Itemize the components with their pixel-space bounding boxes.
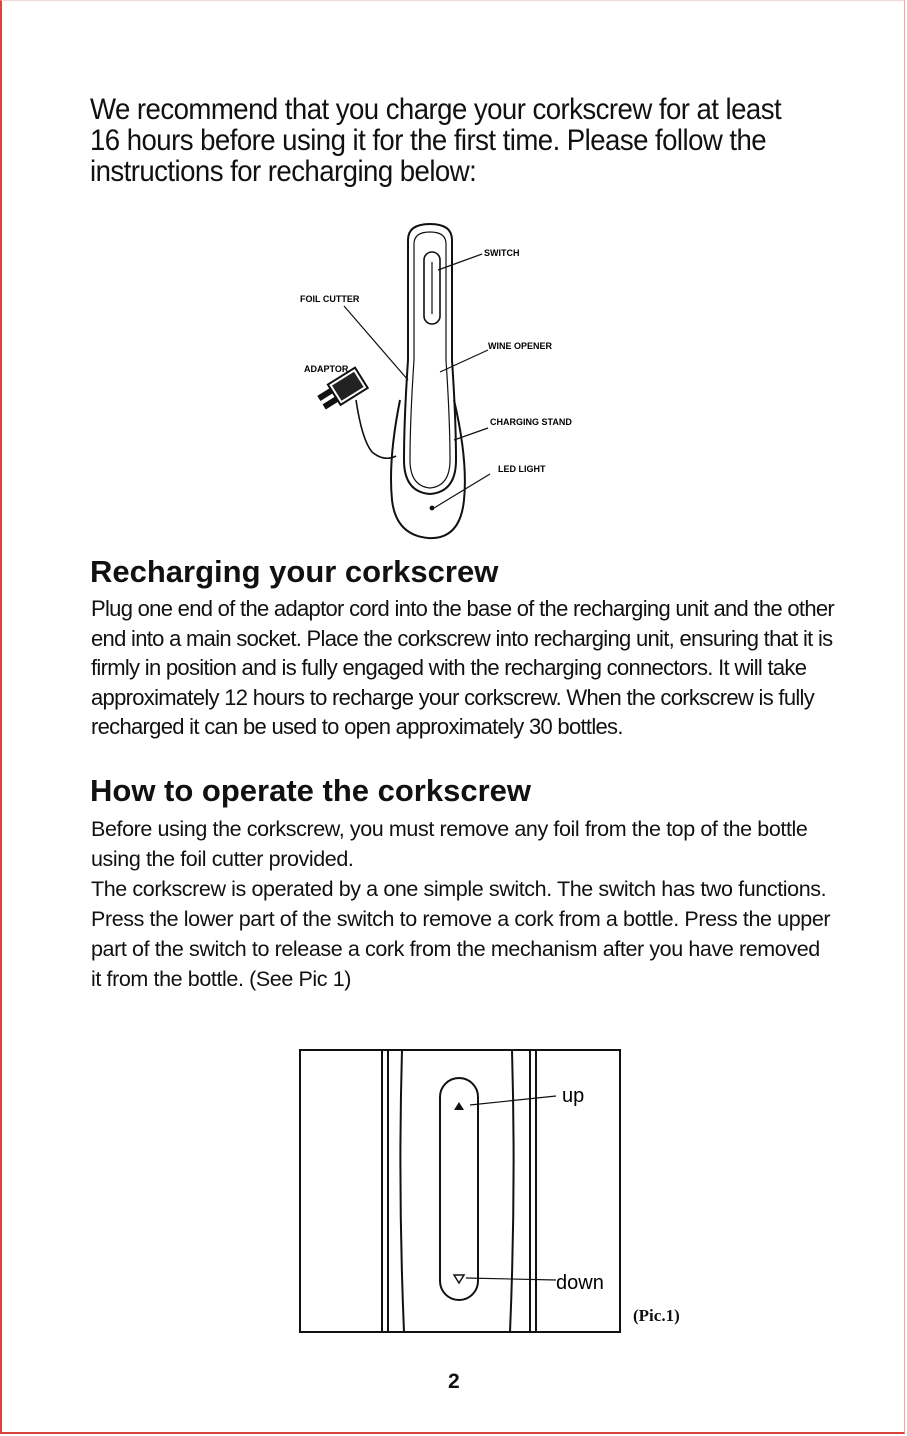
switch-closeup (440, 1078, 478, 1300)
label-charging-stand: CHARGING STAND (490, 417, 572, 427)
recharging-heading: Recharging your corkscrew (90, 554, 499, 589)
operate-paragraph-1: Before using the corkscrew, you must remove any foil from the top of the bottle using the foil cutter provided. (91, 817, 808, 871)
pic-caption: (Pic.1) (633, 1306, 680, 1325)
down-arrow-icon (454, 1275, 464, 1283)
operate-heading: How to operate the corkscrew (90, 773, 532, 808)
page-number: 2 (448, 1370, 460, 1393)
label-foil-cutter: FOIL CUTTER (300, 294, 360, 304)
label-switch: SWITCH (484, 248, 520, 258)
operate-paragraph-3: Press the lower part of the switch to remove a cork from a bottle. Press the upper part of the switch to release a cork from the mechanism after you have removed it from the bottle. (See Pic 1) (91, 907, 831, 991)
up-label: up (562, 1085, 585, 1107)
label-wine-opener: WINE OPENER (488, 341, 553, 351)
label-adaptor: ADAPTOR (304, 364, 349, 374)
down-label: down (556, 1272, 604, 1294)
label-led-light: LED LIGHT (498, 464, 546, 474)
intro-paragraph: We recommend that you charge your corkscrew for at least 16 hours before using it for the first time. Please follow the instructions for recharging below: (90, 93, 782, 188)
operate-paragraph-2: The corkscrew is operated by a one simple switch. The switch has two functions. (91, 877, 827, 901)
up-arrow-icon (454, 1102, 464, 1110)
recharging-paragraph: Plug one end of the adaptor cord into the base of the recharging unit and the other end into a main socket. Place the corkscrew into recharging unit, ensuring that it is firmly in position and is fully engaged with the recharging connectors. It will take approximately 12 hours to recharge your corkscrew. When the corkscrew is fully recharged it can be used to open approximately 30 bottles. (91, 596, 835, 739)
